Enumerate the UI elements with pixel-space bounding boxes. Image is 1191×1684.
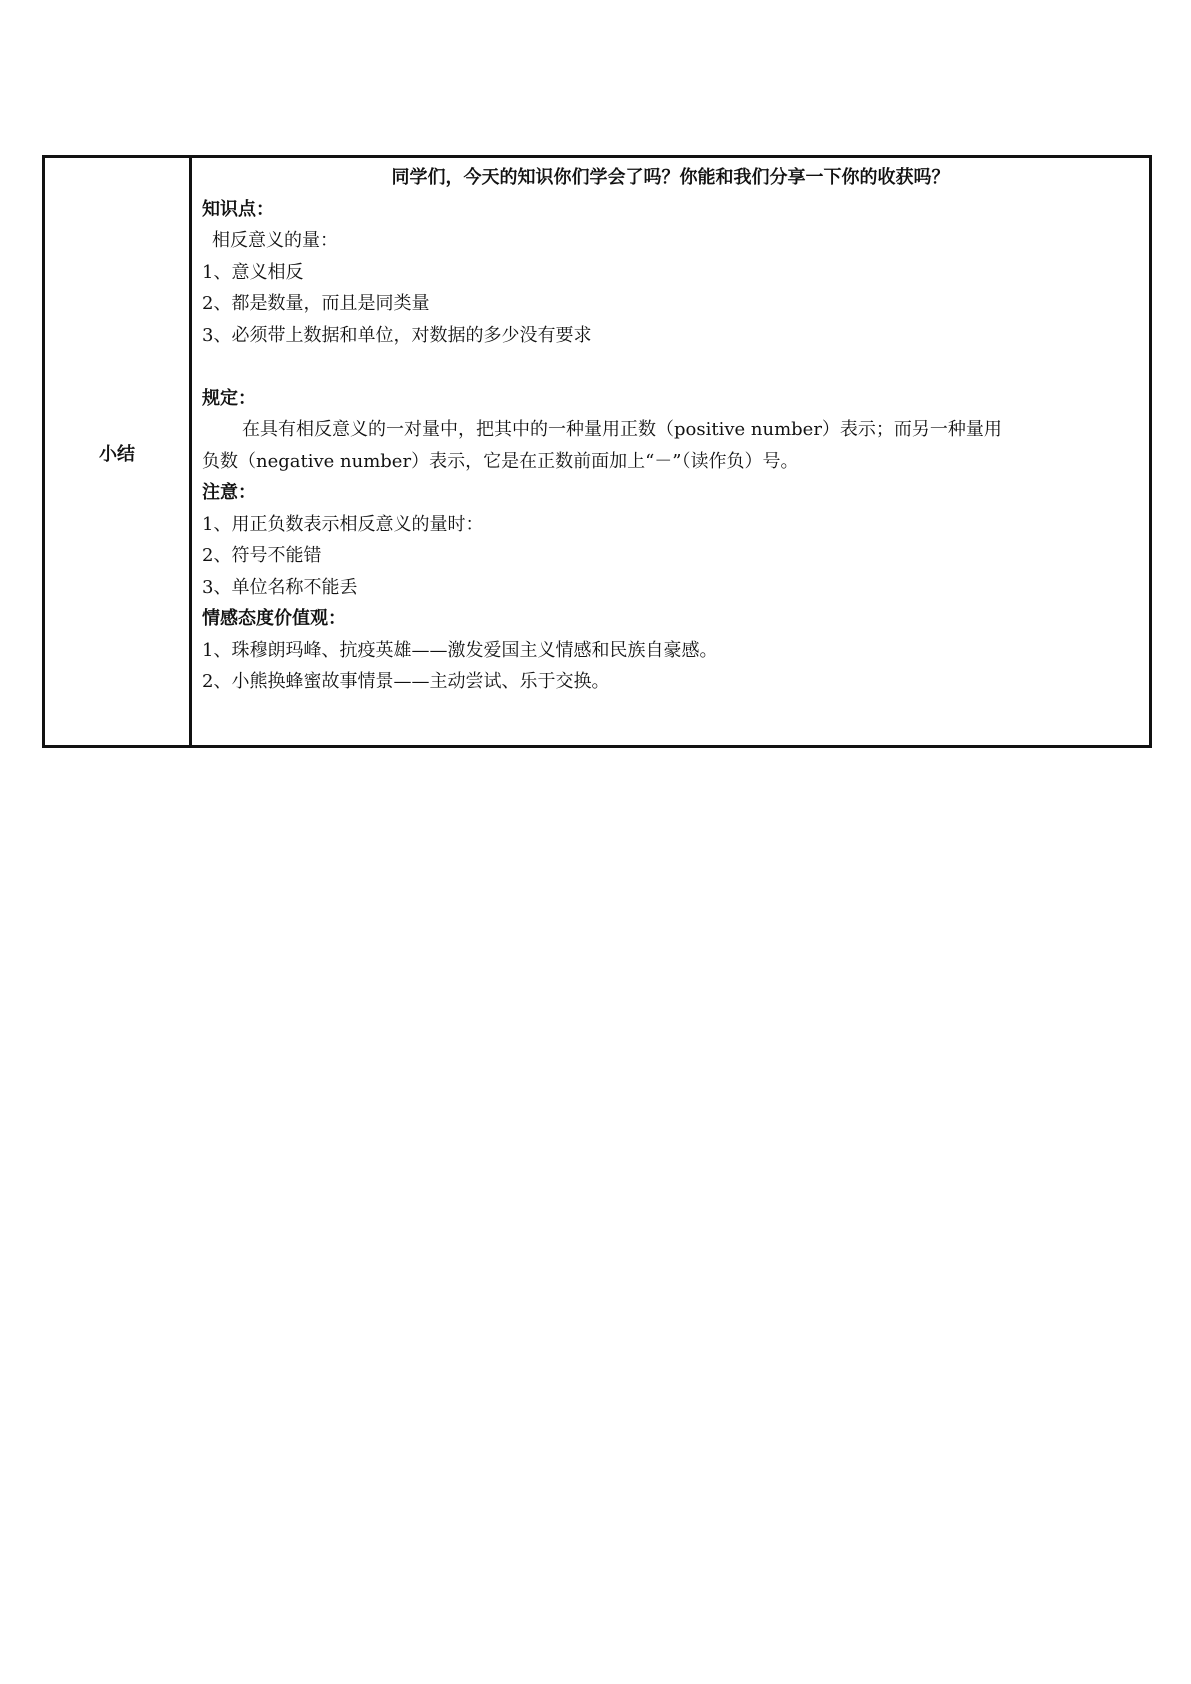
values-item-2: 2、小熊换蜂蜜故事情景——主动尝试、乐于交换。: [202, 671, 610, 692]
knowledge-item-3: 3、必须带上数据和单位，对数据的多少没有要求: [202, 324, 592, 346]
notes-item-3: 3、单位名称不能丢: [202, 576, 358, 598]
summary-table: [42, 155, 1152, 748]
content-cell: [192, 158, 1149, 745]
notes-item-1: 1、用正负数表示相反意义的量时：: [202, 513, 484, 535]
rule-text-line-2: 负数（negative number）表示，它是在正数前面加上“－”（读作负）号。: [202, 450, 799, 472]
values-item-1: 1、珠穆朗玛峰、抗疫英雄——激发爱国主义情感和民族自豪感。: [202, 639, 718, 661]
rule-heading: 规定：: [202, 387, 256, 409]
row-label: 小结: [99, 443, 135, 465]
label-cell: [45, 158, 192, 745]
intro-question: 同学们，今天的知识你们学会了吗？你能和我们分享一下你的收获吗？: [391, 167, 950, 188]
knowledge-item-2: 2、都是数量，而且是同类量: [202, 293, 430, 314]
knowledge-item-1: 1、意义相反: [202, 261, 304, 283]
knowledge-heading: 知识点：: [202, 198, 274, 220]
spacer: [202, 351, 1139, 383]
notes-item-2: 2、符号不能错: [202, 545, 322, 566]
values-heading: 情感态度价值观：: [202, 608, 346, 629]
knowledge-subheading: 相反意义的量：: [212, 230, 338, 251]
notes-heading: 注意：: [202, 482, 256, 503]
rule-text-line-1: 在具有相反意义的一对量中，把其中的一种量用正数（positive number）表示；而另一种量用: [242, 419, 1002, 440]
